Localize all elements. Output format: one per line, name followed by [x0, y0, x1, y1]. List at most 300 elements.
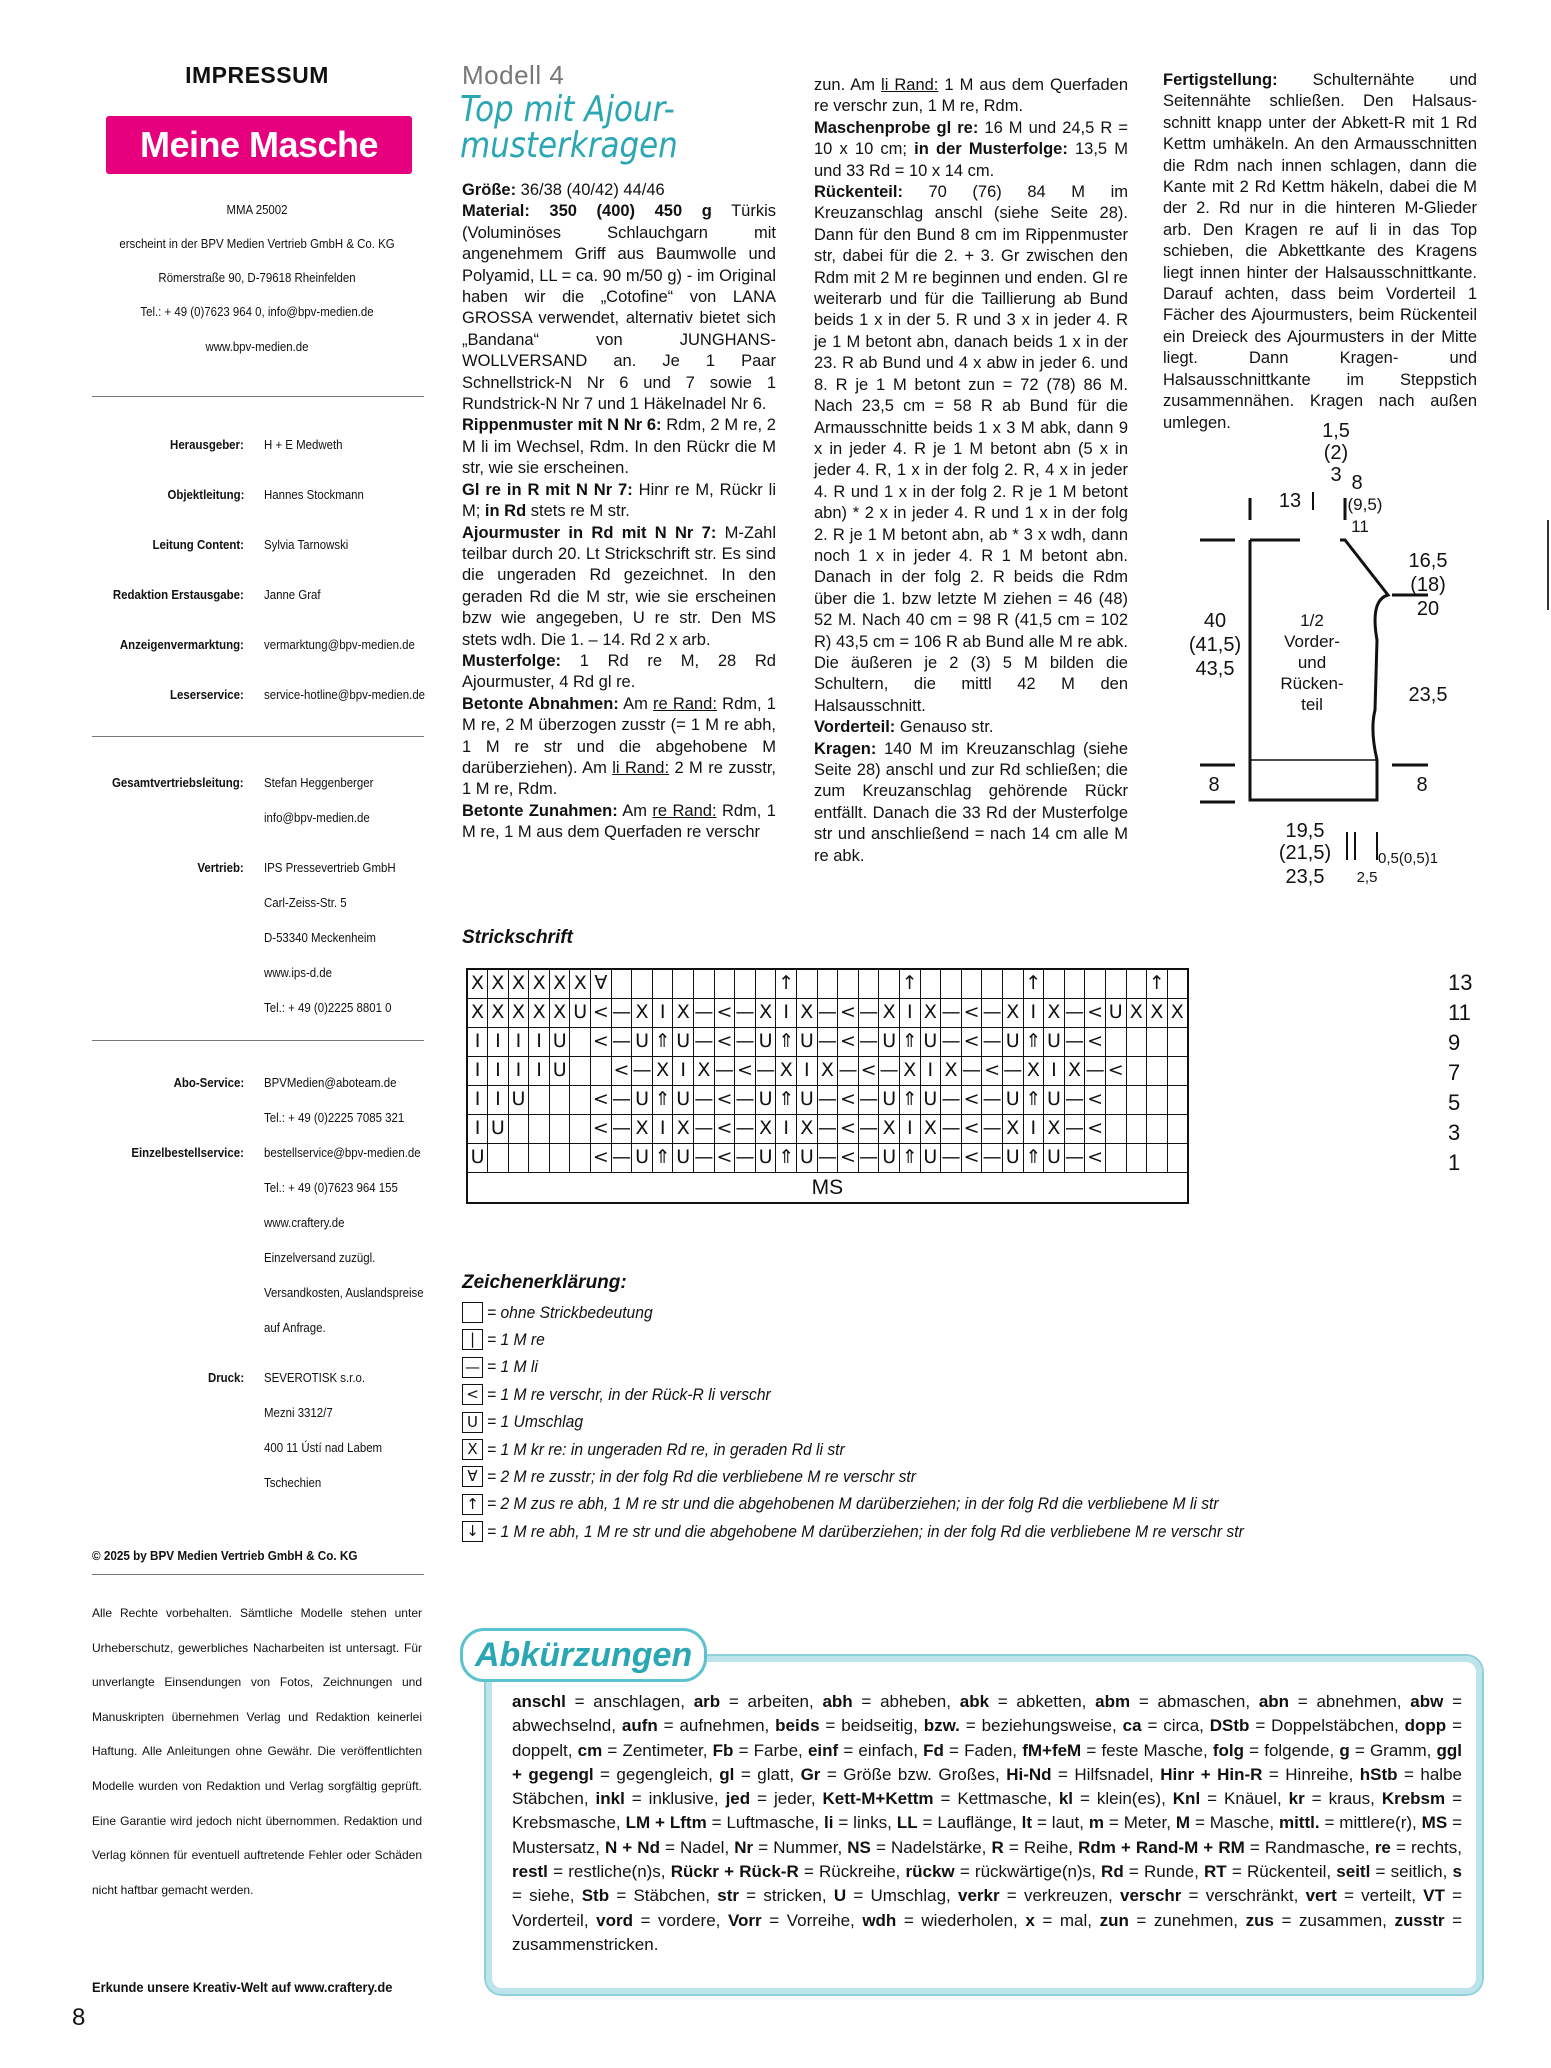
impressum-label: Herausgeber: [170, 437, 244, 452]
impressum-row [92, 437, 432, 457]
cross-stitch-symbol: X [549, 969, 570, 998]
instruction-text: 2 M re zusstr, 1 M re, Rdm. [462, 758, 776, 799]
abbr-definition: = abketten, [989, 1692, 1096, 1711]
purl-symbol: — [632, 1056, 653, 1085]
abbr-definition: = Knäuel, [1200, 1789, 1289, 1809]
purl-symbol: — [817, 1143, 838, 1172]
cross-stitch-symbol: X [652, 1056, 673, 1085]
abbr-definition: = Doppelstäbchen, [1249, 1716, 1405, 1736]
yarn-over-symbol: U [673, 1143, 694, 1172]
empty-box-icon [462, 1302, 483, 1323]
instruction-text: M-Zahl teilbar durch 20. Lt Strickschrift str. Es sind die ungeraden Rd gezeichnet. In den geraden Rd die M str, wie sie erscheinen bzw wie angegeben, U re str. Den MS stets wdh. Die 1. – 14. Rd 2 x arb. [462, 523, 776, 649]
abbr-definition: = beziehungsweise, [959, 1716, 1123, 1736]
impressum-value: Janne Graf [264, 587, 321, 602]
chart-row-ms [467, 1172, 1188, 1203]
impressum-value[interactable]: BPVMedien@aboteam.de [264, 1075, 397, 1090]
purl-symbol: — [941, 1085, 962, 1114]
abbr-definition: = einfach, [838, 1740, 924, 1760]
abbr-definition: = vordere, [632, 1910, 728, 1930]
purl-symbol: — [817, 1114, 838, 1143]
empty-cell [694, 969, 715, 998]
impressum-value: H + E Medweth [264, 437, 343, 452]
impressum-value: Mezni 3312/7 [264, 1405, 333, 1420]
piece-label-line: Rücken- [1280, 674, 1344, 693]
explore-link[interactable]: Erkunde unsere Kreativ-Welt auf www.craftery.de [92, 1979, 393, 1995]
abbr-term: vord [596, 1910, 633, 1930]
instruction-heading: Musterfolge: [462, 651, 561, 670]
chart-grid [466, 968, 1189, 1204]
empty-cell [1064, 969, 1085, 998]
decrease-symbol: ⇑ [652, 1085, 673, 1114]
empty-cell [508, 1143, 529, 1172]
dim-label: 40 [1203, 610, 1227, 632]
legend-title: Zeichenerklärung: [462, 1272, 627, 1293]
legend-item [462, 1412, 591, 1436]
instruction-text: Rdm, 1 M re, 1 M aus dem Querfaden re verschr [462, 801, 776, 842]
empty-cell [1126, 1143, 1147, 1172]
empty-cell [714, 969, 735, 998]
empty-cell [1147, 1085, 1168, 1114]
cross-stitch-symbol: X [1002, 998, 1023, 1027]
yarn-over-symbol: U [879, 1143, 900, 1172]
chart-row-number: 9 [1448, 1030, 1461, 1055]
decrease-symbol: ⇑ [1023, 1027, 1044, 1056]
instruction-text: 70 (76) 84 M im Kreuzanschlag anschl (siehe Seite 28). Dann für den Bund 8 cm im Rippenmuster str, dabei für die 2. + 3. Gr zwischen den Rdm mit 2 M re beginnen und enden. Gl re weiterarb und für die Taillierung ab Bund beids 1 x in der 5. R und 3 x in jeder 4. R je 1 M betont abn, danach beids 1 x in der 23. R ab Bund und 4 x abw in jeder 6. und 8. R je 1 M betont zun = 72 (78) 86 M. Nach 23,5 cm = 58 R ab Bund für die Armausschnitte beids 1 x 3 M abk, dann 9 x in jeder 4. R je 1 M betont abn (5 x in jeder 4. R, 1 x in der folg 2. R, 4 x in jeder 4. R und 1 x in der folg 2. R je 1 M betont abn) * 2 x in jeder 4. R und 1 x in der folg 2. R je 1 M betont abn, ab * 3 x wdh, dann noch 1 x in jeder 4. R 1 M betont abn. Danach in der folg 2. R beids die Rdm über die 1. bzw letzte M ziehen = 46 (48) 52 M. Nach 40 cm = 98 R (41,5 cm = 102 R) 43,5 cm = 106 R ab Bund alle M re abk. Die äußeren je 2 (3) 5 M bilden die Schultern, die mittl 42 M den Halsausschnitt. [814, 183, 1128, 715]
abbr-term: abw [1410, 1692, 1444, 1711]
abbr-definition: = laut, [1032, 1813, 1089, 1833]
purl-symbol: — [1064, 1085, 1085, 1114]
dim-label: (21,5) [1278, 842, 1332, 864]
cross-stitch-symbol: X [797, 998, 818, 1027]
twist-symbol: < [591, 998, 612, 1027]
cross-stitch-symbol: X [632, 1114, 653, 1143]
dim-label: 43,5 [1195, 658, 1235, 680]
cross-stitch-symbol: X [508, 969, 529, 998]
knit-symbol: I [776, 1114, 797, 1143]
instruction-heading: Vorderteil: [814, 718, 896, 737]
model-title [460, 89, 678, 166]
empty-cell [879, 969, 900, 998]
instruction-text: Hinr re M, Rückr li M; [462, 480, 777, 521]
knit-symbol: I [488, 1056, 509, 1085]
abbr-definition: = mal, [1034, 1910, 1100, 1930]
motif-repeat-label: MS [467, 1172, 1188, 1203]
abbr-term: bzw. [923, 1716, 960, 1736]
impressum-value: Carl-Zeiss-Str. 5 [264, 895, 347, 910]
empty-cell [1147, 1143, 1168, 1172]
instruction-text: Türkis (Voluminöses Schlauchgarn mit angenehmem Griff aus Baumwolle und Polyamid, LL = ca. 90 m/50 g) - im Original haben wir die „Cotofine“ von LANA GROSSA verwendet, alternativ bietet sich „Bandana“ von JUNGHANS-WOLLVERSAND an. Je 1 Paar Schnellstrick-N Nr 6 und 7 sowie 1 Rundstrick-N Nr 7 und 1 Häkelnadel Nr 6. [462, 202, 776, 414]
impressum-value: Versandkosten, Auslandspreise [264, 1285, 424, 1300]
impressum-row [92, 1145, 432, 1165]
instruction-text: 1 M aus dem Querfaden re verschr zun, 1 M re, Rdm. [814, 76, 1129, 116]
brand-logo: Meine Masche [106, 116, 412, 174]
empty-cell [1167, 1056, 1188, 1085]
abbr-term: vert [1305, 1886, 1337, 1906]
twist-symbol: < [982, 1056, 1003, 1085]
k2tog-symbol: ∀ [591, 969, 612, 998]
dim-label: 0,5(0,5)1 [1378, 850, 1439, 867]
dim-label: (9,5) [1347, 495, 1383, 514]
double-decrease-down-icon: ↓ [462, 1521, 483, 1542]
empty-cell [1167, 1085, 1188, 1114]
dim-label: 13 [1278, 490, 1302, 512]
divider [92, 1040, 424, 1041]
empty-cell [1167, 1027, 1188, 1056]
purl-symbol: — [817, 998, 838, 1027]
model-title-line: musterkragen [460, 125, 678, 166]
twist-symbol: < [591, 1143, 612, 1172]
piece-label-line: und [1297, 653, 1327, 672]
instruction-heading: in Rd [484, 502, 527, 521]
legend-item [462, 1302, 667, 1326]
empty-cell [1002, 969, 1023, 998]
impressum-row [92, 1250, 432, 1270]
abbr-definition: = Masche, [1190, 1813, 1279, 1833]
page-edge-mark [1547, 520, 1549, 610]
cross-stitch-symbol: X [797, 1114, 818, 1143]
twist-symbol: < [1085, 998, 1106, 1027]
yarn-over-symbol: U [1002, 1085, 1023, 1114]
legend-text: = 1 M re abh, 1 M re str und die abgehobene M darüberziehen; in der folg Rd die verbliebene M re verschr str [487, 1521, 1244, 1541]
instruction-text: 13,5 M und 33 Rd = 10 x 14 cm. [814, 140, 1128, 180]
purl-symbol: — [858, 1143, 879, 1172]
chart-row-number: 1 [1448, 1150, 1461, 1175]
abbr-term: abn [1258, 1692, 1290, 1711]
abbr-definition: = anschlagen, [565, 1692, 694, 1711]
yarn-over-symbol: U [632, 1027, 653, 1056]
cross-stitch-symbol: X [508, 998, 529, 1027]
legend-item [462, 1494, 1282, 1518]
impressum-row [92, 1110, 432, 1130]
abbr-definition: = verschränkt, [1181, 1886, 1306, 1906]
impressum-value: Tel.: + 49 (0)2225 8801 0 [264, 1000, 392, 1015]
empty-cell [1147, 1114, 1168, 1143]
impressum-value[interactable]: bestellservice@bpv-medien.de [264, 1145, 421, 1160]
abbr-term: gl [719, 1764, 735, 1784]
instruction-text: stets re M str. [526, 502, 630, 521]
instruction-text: zun. Am [814, 76, 882, 94]
empty-cell [570, 1056, 591, 1085]
abbr-term: ggl + gegengl [512, 1740, 1462, 1784]
knit-symbol: I [529, 1056, 550, 1085]
chart-row-number: 13 [1448, 970, 1473, 995]
impressum-value[interactable]: www.ips-d.de [264, 965, 333, 980]
dim-label: 23,5 [1285, 866, 1325, 888]
abbr-term: Nr [734, 1837, 754, 1857]
legend-text: = 1 Umschlag [487, 1412, 584, 1432]
cross-stitch-symbol: X [488, 998, 509, 1027]
chart-row [467, 969, 1188, 998]
legend-text: = 1 M li [487, 1357, 538, 1377]
yarn-over-symbol: U [508, 1085, 529, 1114]
twist-symbol: < [714, 1143, 735, 1172]
purl-symbol: — [611, 1143, 632, 1172]
yarn-over-symbol: U [797, 1143, 818, 1172]
decrease-symbol: ⇑ [776, 1143, 797, 1172]
abbr-definition: = feste Masche, [1081, 1740, 1213, 1760]
impressum-value[interactable]: vermarktung@bpv-medien.de [264, 637, 415, 652]
empty-cell [1044, 969, 1065, 998]
empty-cell [488, 1143, 509, 1172]
knit-symbol: I [467, 1027, 488, 1056]
abbr-definition: = abnehmen, [1289, 1692, 1411, 1711]
decrease-up-symbol: ↑ [1147, 969, 1168, 998]
impressum-value[interactable]: info@bpv-medien.de [264, 810, 370, 825]
twist-symbol: < [735, 1056, 756, 1085]
purl-symbol: — [755, 1056, 776, 1085]
instructions-column-2 [814, 75, 1128, 867]
copyright: © 2025 by BPV Medien Vertrieb GmbH & Co. KG [92, 1548, 358, 1563]
abbr-definition: = beidseitig, [819, 1716, 924, 1736]
abbr-definition: = restliche(n)s, [547, 1862, 671, 1882]
knit-symbol: I [467, 1114, 488, 1143]
yarn-over-symbol: U [1002, 1143, 1023, 1172]
abbr-term: abm [1095, 1692, 1131, 1711]
impressum-row [92, 965, 432, 985]
decrease-symbol: ⇑ [1023, 1143, 1044, 1172]
knit-symbol: I [508, 1027, 529, 1056]
impressum-row [92, 1215, 432, 1235]
empty-cell [1147, 1056, 1168, 1085]
abbr-definition: = mittlere(r), [1319, 1813, 1422, 1833]
abbr-term: Rdm + Rand-M + RM [1078, 1837, 1245, 1857]
chart-row [467, 1085, 1188, 1114]
chart-row [467, 1114, 1188, 1143]
abbr-definition: = Runde, [1123, 1862, 1205, 1882]
twist-symbol: < [1085, 1143, 1106, 1172]
twist-symbol: < [961, 998, 982, 1027]
legend-text: = 1 M re [487, 1329, 545, 1349]
cross-stitch-symbol: X [549, 998, 570, 1027]
abbr-definition: = Krebsmasche, [512, 1789, 1463, 1833]
instruction-paragraph [462, 801, 776, 844]
cross-stitch-symbol: X [899, 1056, 920, 1085]
dim-label: 3 [1330, 464, 1342, 486]
empty-cell [817, 969, 838, 998]
purl-symbol: — [858, 1085, 879, 1114]
knitting-chart [466, 968, 1189, 1204]
impressum-value[interactable]: www.craftery.de [264, 1215, 345, 1230]
dim-label: (2) [1323, 442, 1349, 464]
instruction-edge-label: re Rand: [652, 801, 717, 820]
twist-symbol: < [714, 1085, 735, 1114]
twist-symbol: < [838, 998, 859, 1027]
impressum-title: IMPRESSUM [185, 62, 329, 88]
cross-stitch-symbol: X [1044, 1114, 1065, 1143]
yarn-over-symbol: U [1044, 1027, 1065, 1056]
twist-symbol: < [591, 1085, 612, 1114]
cross-stitch-symbol: X [1044, 998, 1065, 1027]
cross-stitch-icon: X [462, 1439, 483, 1460]
purl-symbol: — [694, 998, 715, 1027]
dim-label: 8 [1351, 472, 1363, 494]
abbr-definition: = Mustersatz, [512, 1813, 1462, 1857]
abbr-term: Kett-M+Kettm [822, 1789, 934, 1809]
twist-symbol: < [1105, 1056, 1126, 1085]
abbr-term: Gr [800, 1764, 821, 1784]
cross-stitch-symbol: X [879, 998, 900, 1027]
cross-stitch-symbol: X [529, 969, 550, 998]
legend-item [462, 1329, 550, 1353]
abbr-definition: = Hinreihe, [1262, 1764, 1360, 1784]
purl-symbol: — [694, 1027, 715, 1056]
abbr-definition: = links, [833, 1813, 897, 1833]
yarn-over-symbol: U [673, 1085, 694, 1114]
impressum-value: SEVEROTISK s.r.o. [264, 1370, 366, 1385]
abbr-definition: = Nadel, [659, 1837, 735, 1857]
abbr-term: beids [775, 1716, 820, 1736]
abbr-term: einf [807, 1740, 839, 1760]
abbr-definition: = Umschlag, [846, 1886, 958, 1906]
dim-label: (18) [1410, 574, 1446, 596]
impressum-value: D-53340 Meckenheim [264, 930, 376, 945]
empty-cell [549, 1114, 570, 1143]
yarn-over-icon: U [462, 1412, 483, 1433]
legend-text: = 2 M zus re abh, 1 M re str und die abgehobenen M darüberziehen; in der folg Rd die verbliebene M li str [487, 1494, 1219, 1514]
yarn-over-symbol: U [467, 1143, 488, 1172]
right-twist-icon: < [462, 1384, 483, 1405]
impressum-row [92, 1475, 432, 1495]
instruction-paragraph [462, 694, 776, 801]
impressum-row [92, 810, 432, 830]
publisher-contact: Tel.: + 49 (0)7623 964 0, info@bpv-medien.de [140, 304, 374, 319]
yarn-over-symbol: U [797, 1085, 818, 1114]
knit-symbol: I [673, 1056, 694, 1085]
twist-symbol: < [961, 1143, 982, 1172]
abbr-term: rückw [905, 1862, 955, 1882]
abbreviations-text [512, 1690, 1462, 1957]
knit-symbol: I [797, 1056, 818, 1085]
yarn-over-symbol: U [879, 1085, 900, 1114]
instruction-text: Genauso str. [895, 718, 994, 737]
impressum-label: Objektleitung: [167, 487, 244, 502]
purl-symbol: — [817, 1027, 838, 1056]
knit-symbol: I [467, 1085, 488, 1114]
purl-stitch-icon: — [462, 1357, 483, 1378]
abbr-definition: = kraus, [1304, 1789, 1382, 1809]
abbr-term: inkl [595, 1789, 625, 1809]
yarn-over-symbol: U [1044, 1085, 1065, 1114]
instruction-heading: Betonte Zunahmen: [462, 801, 618, 820]
model-label: Modell 4 [462, 60, 565, 90]
abbr-term: mittl. [1278, 1813, 1320, 1833]
abbr-definition: = rechts, [1390, 1837, 1462, 1857]
impressum-value: Sylvia Tarnowski [264, 537, 349, 552]
instruction-paragraph [462, 180, 776, 201]
abbr-definition: = siehe, [512, 1886, 582, 1906]
instruction-text: Rdm, 2 M re, 2 M li im Wechsel, Rdm. In den Rückr die M str, wie sie erscheinen. [462, 416, 776, 478]
abbr-term: zusstr [1394, 1910, 1445, 1930]
abbr-definition: = halbe Stäbchen, [512, 1764, 1462, 1809]
empty-cell [797, 969, 818, 998]
yarn-over-symbol: U [632, 1085, 653, 1114]
twist-symbol: < [838, 1085, 859, 1114]
purl-symbol: — [735, 1027, 756, 1056]
abbr-definition: = rückwärtige(n)s, [954, 1862, 1102, 1882]
yarn-over-symbol: U [549, 1056, 570, 1085]
empty-cell [652, 969, 673, 998]
yarn-over-symbol: U [755, 1027, 776, 1056]
abbr-term: LM + Lftm [625, 1813, 707, 1833]
abbr-term: verschr [1119, 1886, 1182, 1906]
impressum-value: Stefan Heggenberger [264, 775, 374, 790]
instruction-edge-label: re Rand: [653, 694, 717, 713]
impressum-label: Leserservice: [170, 687, 244, 702]
abbr-term: NS [847, 1837, 871, 1857]
impressum-label: Abo-Service: [173, 1075, 244, 1090]
page-number: 8 [72, 2004, 86, 2031]
instruction-paragraph [462, 480, 776, 523]
decrease-symbol: ⇑ [776, 1085, 797, 1114]
instruction-text: Am [618, 694, 654, 713]
legend-text: = 1 M kr re: in ungeraden Rd re, in geraden Rd li str [487, 1439, 845, 1459]
empty-cell [529, 1085, 550, 1114]
yarn-over-symbol: U [920, 1085, 941, 1114]
decrease-up-symbol: ↑ [899, 969, 920, 998]
twist-symbol: < [1085, 1114, 1106, 1143]
legend-item [462, 1384, 795, 1408]
instruction-heading: Fertigstellung: [1163, 71, 1278, 89]
instruction-text: 36/38 (40/42) 44/46 [516, 181, 665, 199]
cross-stitch-symbol: X [673, 1114, 694, 1143]
instructions-column-3 [1163, 70, 1477, 434]
dim-label: 20 [1416, 598, 1440, 620]
yarn-over-symbol: U [1002, 1027, 1023, 1056]
abbr-term: arb [693, 1692, 721, 1711]
impressum-row [92, 1405, 432, 1425]
empty-cell [982, 969, 1003, 998]
instruction-edge-label: li Rand: [612, 758, 670, 777]
instruction-heading: in der Musterfolge: [914, 140, 1068, 159]
impressum-row [92, 775, 432, 795]
impressum-row [92, 930, 432, 950]
abbr-term: verkr [957, 1886, 1000, 1906]
abbr-definition: = gegengleich, [593, 1764, 720, 1784]
impressum-value: 400 11 Ústí nad Labem [264, 1440, 383, 1455]
abbr-definition: = Vorderteil, [512, 1886, 1462, 1930]
legend-text: = ohne Strickbedeutung [487, 1302, 653, 1322]
instruction-paragraph [814, 739, 1128, 867]
impressum-row [92, 487, 432, 507]
purl-symbol: — [879, 1056, 900, 1085]
impressum-label: Leitung Content: [152, 537, 244, 552]
twist-symbol: < [591, 1027, 612, 1056]
instruction-text: 16 M und 24,5 R = 10 x 10 cm; [814, 118, 1128, 159]
abbr-definition: = Hilfsnadel, [1051, 1764, 1161, 1784]
legend-item [462, 1521, 1310, 1545]
cross-stitch-symbol: X [1167, 998, 1188, 1027]
instruction-text: 1 Rd re M, 28 Rd Ajourmuster, 4 Rd gl re. [462, 651, 776, 692]
impressum-value[interactable]: service-hotline@bpv-medien.de [264, 687, 426, 702]
purl-symbol: — [982, 1027, 1003, 1056]
empty-cell [920, 969, 941, 998]
decrease-symbol: ⇑ [899, 1143, 920, 1172]
knit-stitch-icon: | [462, 1329, 483, 1350]
publisher-website: www.bpv-medien.de [205, 339, 309, 354]
purl-symbol: — [858, 998, 879, 1027]
purl-symbol: — [982, 1114, 1003, 1143]
abbr-term: wdh [862, 1910, 897, 1930]
instruction-paragraph [814, 118, 1128, 182]
knit-symbol: I [652, 1114, 673, 1143]
abbr-term: fM+feM [1022, 1740, 1082, 1760]
empty-cell [508, 1114, 529, 1143]
empty-cell [1105, 1085, 1126, 1114]
knit-symbol: I [488, 1085, 509, 1114]
twist-symbol: < [838, 1143, 859, 1172]
yarn-over-symbol: U [570, 998, 591, 1027]
dim-label: 19,5 [1285, 820, 1325, 842]
